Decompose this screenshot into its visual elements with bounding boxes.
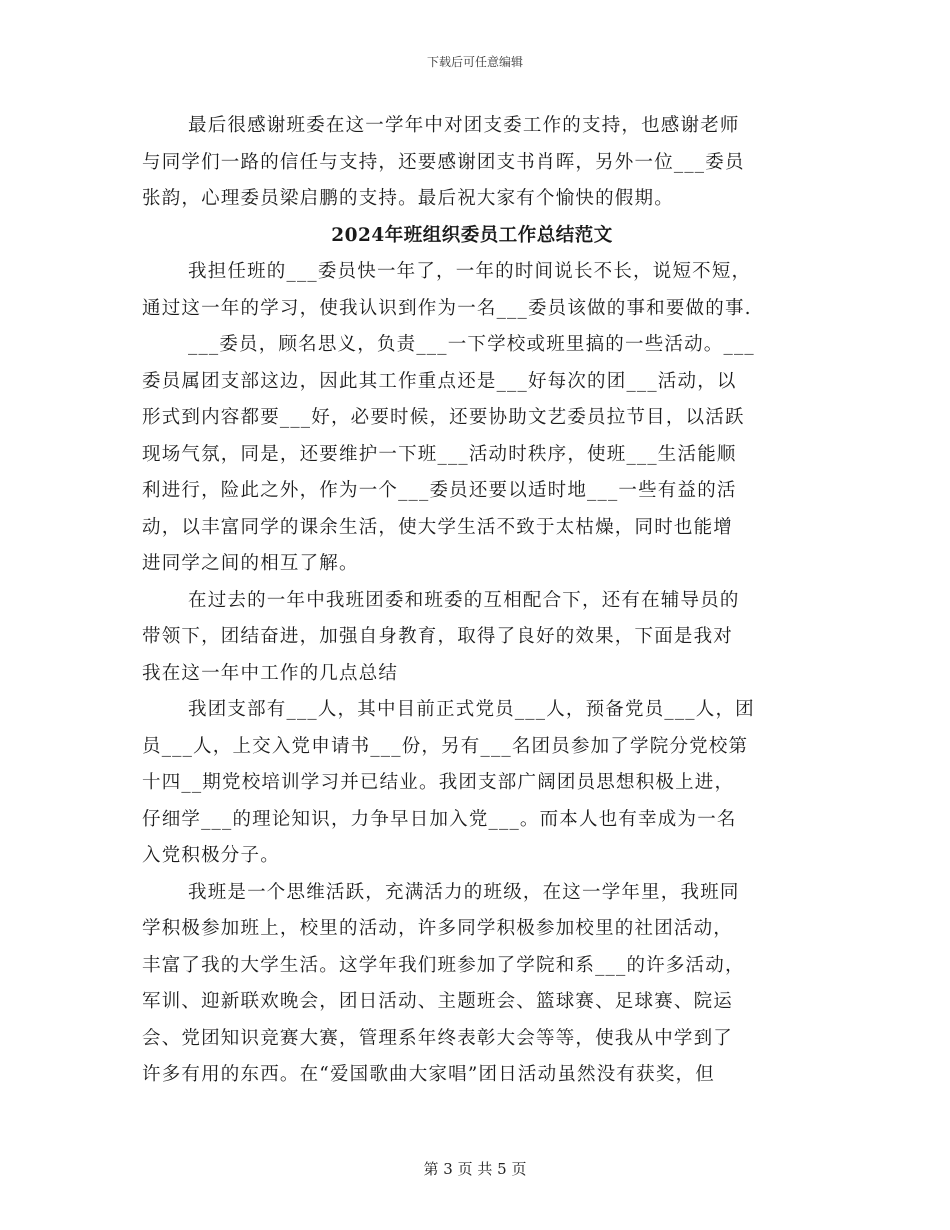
- paragraph-line: 通过这一年的学习，使我认识到作为一名___委员该做的事和要做的事.: [142, 297, 752, 319]
- paragraph-line: 利进行，险此之外，作为一个___委员还要以适时地___一些有益的活: [142, 480, 737, 501]
- paragraph-line: 我在这一年中工作的几点总结: [142, 662, 399, 684]
- paragraph-line: 许多有用的东西。在“爱国歌曲大家唱”团日活动虽然没有获奖，但: [142, 1064, 715, 1085]
- paragraph-line: 委员属团支部这边，因此其工作重点还是___好每次的团___活动，以: [142, 370, 737, 392]
- paragraph-line: 我担任班的___委员快一年了，一年的时间说长不长，说短不短，: [188, 261, 752, 282]
- paragraph-line: 我团支部有___人，其中目前正式党员___人，预备党员___人，团: [188, 699, 755, 720]
- paragraph-line: 员___人，上交入党申请书___份，另有___名团员参加了学院分党校第: [142, 735, 749, 757]
- page-header: 下载后可任意编辑: [426, 55, 523, 69]
- paragraph-line: 动，以丰富同学的课余生活，使大学生活不致于太枯燥，同时也能增: [142, 516, 734, 538]
- paragraph-line: 仔细学___的理论知识，力争早日加入党___。而本人也有幸成为一名: [142, 808, 737, 830]
- paragraph-line: 学积极参加班上，校里的活动，许多同学积极参加校里的社团活动，: [142, 918, 734, 939]
- paragraph-line: 在过去的一年中我班团委和班委的互相配合下，还有在辅导员的: [188, 589, 740, 611]
- paragraph-line: 进同学之间的相互了解。: [142, 553, 359, 574]
- paragraph-line: 形式到内容都要___好，必要时候，还要协助文艺委员拉节目，以活跃: [142, 407, 745, 428]
- paragraph-line: 现场气氛，同是，还要维护一下班___活动时秩序，使班___生活能顺: [142, 443, 737, 465]
- paragraph-line: 带领下，团结奋进，加强自身教育，取得了良好的效果，下面是我对: [142, 626, 734, 647]
- section-title: 2024年班组织委员工作总结范文: [331, 224, 613, 246]
- paragraph-line: 丰富了我的大学生活。这学年我们班参加了学院和系___的许多活动，: [142, 954, 745, 976]
- paragraph-line: ___委员，顾名思义，负责___一下学校或班里搞的一些活动。___: [188, 334, 755, 355]
- paragraph-line: 张韵，心理委员梁启鹏的支持。最后祝大家有个愉快的假期。: [142, 188, 674, 209]
- paragraph-line: 会、党团知识竞赛大赛，管理系年终表彰大会等等，使我从中学到了: [142, 1027, 734, 1049]
- document-body: [142, 108, 802, 1094]
- page-footer: 第 3 页 共 5 页: [423, 1160, 527, 1178]
- paragraph-line: 军训、迎新联欢晚会，团日活动、主题班会、篮球赛、足球赛、院运: [142, 991, 734, 1012]
- paragraph-line: 入党积极分子。: [142, 845, 280, 866]
- paragraph-line: 我班是一个思维活跃，充满活力的班级，在这一学年里，我班同: [188, 881, 740, 903]
- paragraph-line: 十四__期党校培训学习并已结业。我团支部广阔团员思想积极上进，: [142, 772, 735, 793]
- paragraph-line: 与同学们一路的信任与支持，还要感谢团支书肖晖，另外一位___委员: [142, 151, 745, 173]
- paragraph-line: 最后很感谢班委在这一学年中对团支委工作的支持，也感谢老师: [188, 115, 740, 136]
